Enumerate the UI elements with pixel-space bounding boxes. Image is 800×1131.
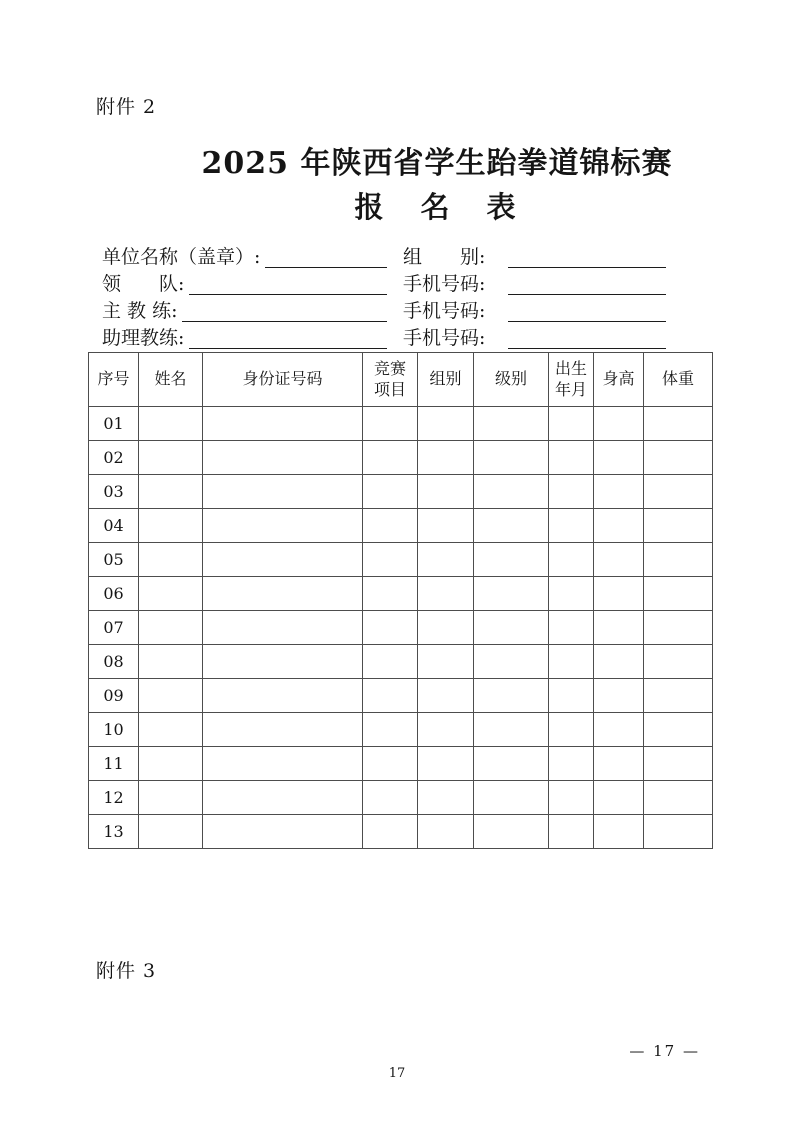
head-coach-phone-label: 手机号码: [403,300,486,322]
table-cell [203,679,363,713]
form-row-assistant-coach [102,328,666,349]
table-cell [594,747,644,781]
table-cell [418,577,474,611]
table-row [89,577,713,611]
col-header-height: 身高 [594,353,644,407]
assistant-coach-phone-blank [508,328,666,349]
table-cell [549,475,594,509]
table-cell [644,747,713,781]
table-cell [474,509,549,543]
table-row [89,747,713,781]
table-cell [363,407,418,441]
row-number: 06 [89,577,139,611]
table-cell [644,815,713,849]
row-number: 01 [89,407,139,441]
team-leader-blank [189,274,387,295]
table-cell [139,509,203,543]
table-cell [474,611,549,645]
table-cell [139,611,203,645]
row-number: 08 [89,645,139,679]
table-header-row [89,353,713,407]
table-cell [644,645,713,679]
head-coach-field [102,301,387,322]
table-cell [549,509,594,543]
form-subtitle: 报 名 表 [354,190,520,224]
head-coach-phone-field [403,301,666,322]
table-row [89,611,713,645]
col-header-name: 姓名 [139,353,203,407]
table-cell [363,713,418,747]
table-cell [418,645,474,679]
form-row-head-coach [102,301,666,322]
table-cell [474,441,549,475]
table-cell [474,815,549,849]
assistant-coach-phone-field [403,328,666,349]
table-cell [203,475,363,509]
table-row [89,815,713,849]
table-cell [418,509,474,543]
table-cell [139,475,203,509]
leader-phone-label: 手机号码: [403,273,486,295]
table-row [89,509,713,543]
row-number: 05 [89,543,139,577]
table-cell [594,645,644,679]
form-title: 2025 年陕西省学生跆拳道锦标赛 [201,146,673,181]
table-cell [644,441,713,475]
table-cell [549,577,594,611]
table-cell [418,679,474,713]
head-coach-phone-blank [508,301,666,322]
table-cell [363,645,418,679]
unit-name-label: 单位名称（盖章）: [102,246,261,268]
table-cell [363,509,418,543]
table-cell [474,475,549,509]
table-cell [549,645,594,679]
table-cell [139,747,203,781]
table-cell [594,475,644,509]
table-cell [139,781,203,815]
group-label: 组 别: [403,246,486,268]
table-cell [139,815,203,849]
table-cell [363,577,418,611]
table-cell [203,543,363,577]
table-cell [203,713,363,747]
table-cell [474,747,549,781]
table-cell [363,611,418,645]
unit-name-field [102,247,387,268]
table-cell [549,543,594,577]
table-cell [418,475,474,509]
row-number: 11 [89,747,139,781]
table-cell [474,407,549,441]
table-cell [594,713,644,747]
col-header-weight: 体重 [644,353,713,407]
table-cell [363,747,418,781]
col-header-id-number: 身份证号码 [203,353,363,407]
table-cell [644,577,713,611]
table-cell [418,543,474,577]
table-cell [549,679,594,713]
assistant-coach-label: 助理教练: [102,327,185,349]
table-row [89,543,713,577]
table-cell [549,713,594,747]
table-cell [203,747,363,781]
table-cell [203,577,363,611]
table-cell [418,611,474,645]
table-cell [549,815,594,849]
page-number-footer: 17 [388,1066,406,1081]
leader-phone-field [403,274,666,295]
table-row [89,781,713,815]
row-number: 13 [89,815,139,849]
table-cell [418,747,474,781]
table-cell [363,815,418,849]
table-row [89,645,713,679]
leader-phone-blank [508,274,666,295]
table-cell [474,645,549,679]
table-row [89,441,713,475]
table-cell [139,543,203,577]
table-cell [594,781,644,815]
form-row-leader [102,274,666,295]
table-cell [594,577,644,611]
group-blank [508,247,666,268]
table-cell [139,713,203,747]
page-number-margin: — 17 — [629,1042,700,1060]
table-cell [644,543,713,577]
table-cell [474,679,549,713]
col-header-number: 序号 [89,353,139,407]
team-leader-label: 领 队: [102,273,185,295]
table-cell [644,611,713,645]
table-cell [418,713,474,747]
table-cell [644,781,713,815]
table-cell [418,441,474,475]
registration-table [88,352,713,849]
table-cell [549,441,594,475]
table-cell [363,679,418,713]
table-row [89,475,713,509]
table-row [89,713,713,747]
table-cell [139,407,203,441]
table-cell [594,815,644,849]
col-header-event: 竞赛项目 [363,353,418,407]
table-cell [139,645,203,679]
table-cell [594,679,644,713]
table-cell [644,679,713,713]
table-cell [644,509,713,543]
col-header-class: 级别 [474,353,549,407]
row-number: 04 [89,509,139,543]
row-number: 10 [89,713,139,747]
table-cell [203,407,363,441]
table-cell [474,543,549,577]
table-cell [363,543,418,577]
row-number: 09 [89,679,139,713]
attachment-2-label: 附件 2 [96,96,157,118]
assistant-coach-field [102,328,387,349]
table-cell [203,611,363,645]
assistant-coach-blank [189,328,387,349]
table-cell [474,713,549,747]
col-header-group: 组别 [418,353,474,407]
table-cell [363,781,418,815]
table-row [89,407,713,441]
team-leader-field [102,274,387,295]
table-cell [139,577,203,611]
table-cell [594,407,644,441]
col-header-birth-date: 出生年月 [549,353,594,407]
table-cell [418,815,474,849]
table-cell [203,781,363,815]
table-cell [203,645,363,679]
table-cell [594,543,644,577]
row-number: 03 [89,475,139,509]
row-number: 12 [89,781,139,815]
table-cell [549,611,594,645]
table-cell [644,475,713,509]
table-cell [139,441,203,475]
assistant-coach-phone-label: 手机号码: [403,327,486,349]
table-cell [363,475,418,509]
table-cell [203,815,363,849]
table-cell [594,441,644,475]
table-cell [549,407,594,441]
row-number: 07 [89,611,139,645]
form-row-unit [102,247,666,268]
table-cell [474,781,549,815]
head-coach-label: 主 教 练: [102,300,178,322]
table-cell [203,509,363,543]
table-cell [594,509,644,543]
table-cell [418,781,474,815]
table-cell [549,747,594,781]
table-cell [363,441,418,475]
table-cell [594,611,644,645]
head-coach-blank [182,301,387,322]
table-cell [644,713,713,747]
group-field [403,247,666,268]
table-cell [474,577,549,611]
table-cell [549,781,594,815]
unit-name-blank [265,247,387,268]
table-cell [418,407,474,441]
row-number: 02 [89,441,139,475]
attachment-3-label: 附件 3 [96,960,157,982]
table-cell [644,407,713,441]
table-cell [139,679,203,713]
table-row [89,679,713,713]
table-cell [203,441,363,475]
